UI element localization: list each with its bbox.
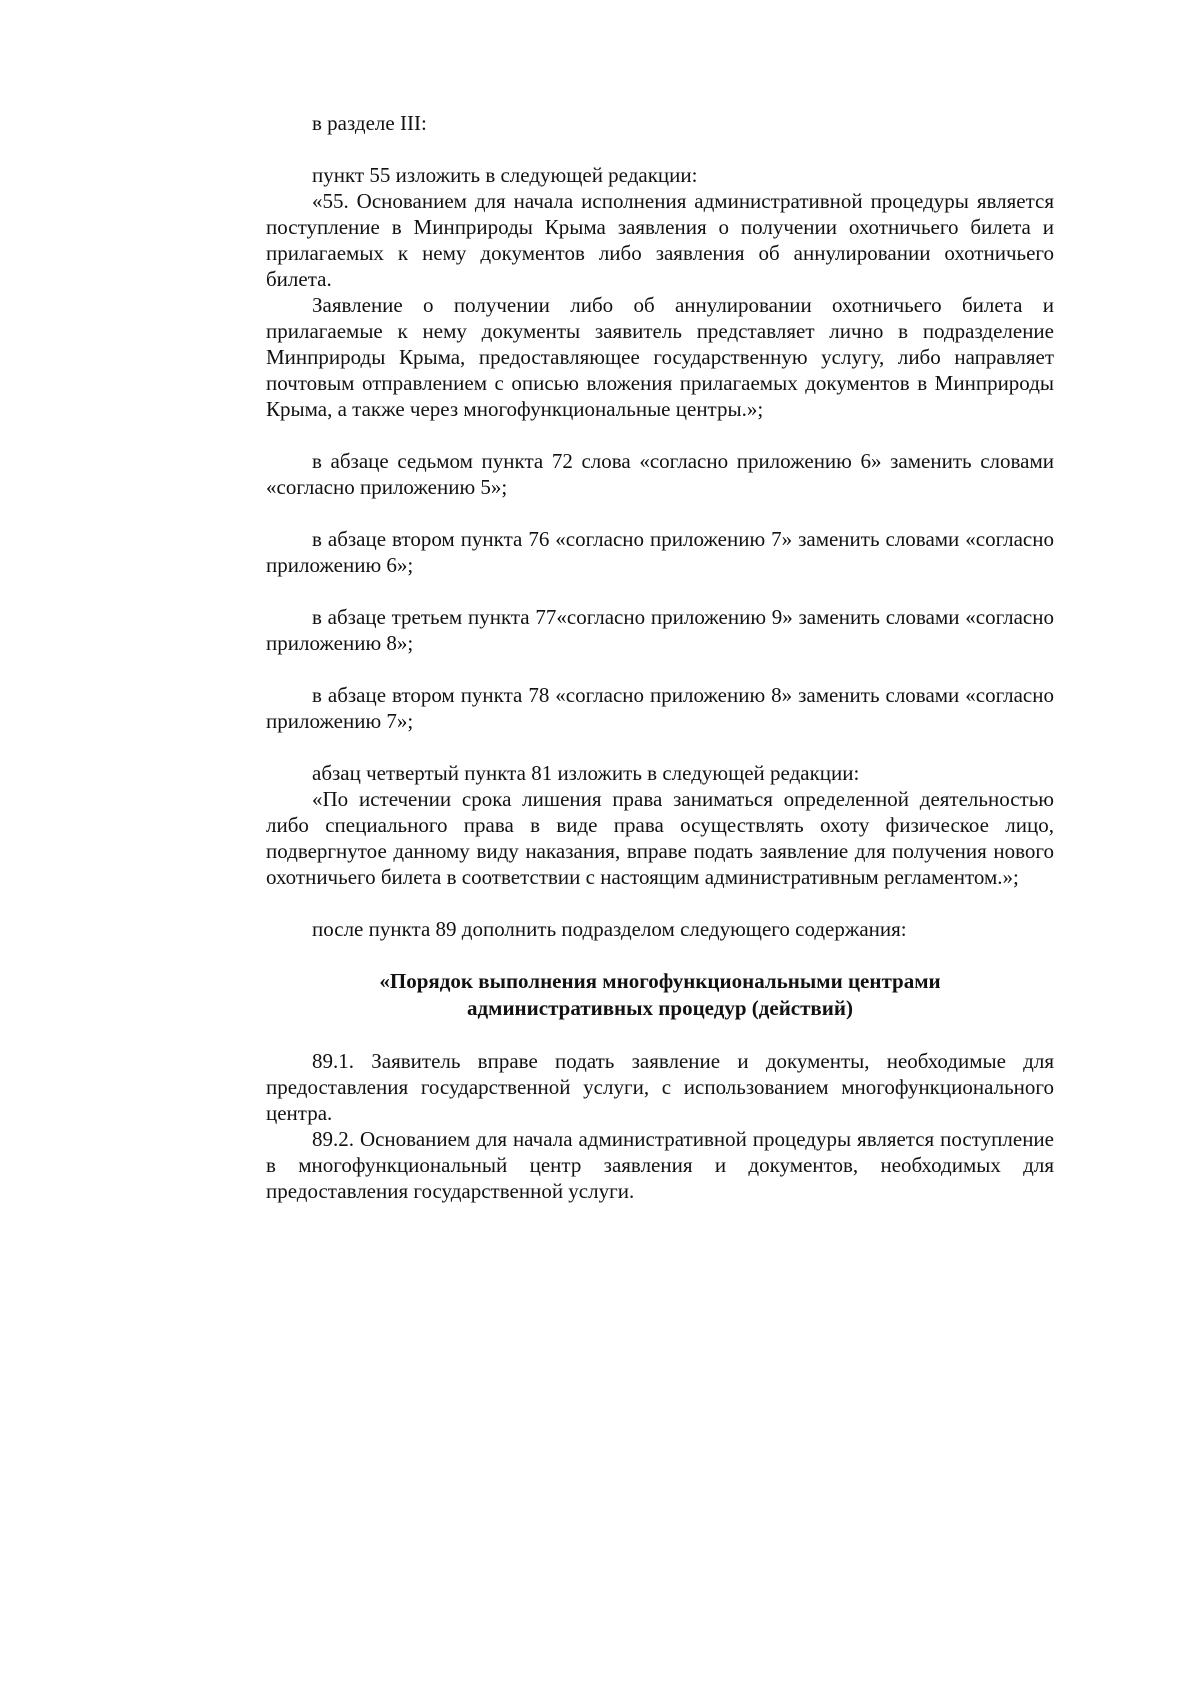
paragraph-76: в абзаце втором пункта 76 «согласно приложению 7» заменить словами «согласно приложению 6»; — [266, 527, 1054, 577]
document-page — [266, 110, 1054, 1204]
heading-line-1: «Порядок выполнения многофункциональными центрами — [379, 969, 941, 993]
section-intro: в разделе III: — [312, 111, 427, 135]
spacer — [266, 890, 1054, 916]
spacer — [266, 500, 1054, 526]
spacer — [266, 1022, 1054, 1048]
paragraph-55-text: «55. Основанием для начала исполнения административной процедуры является поступление в Минприроды Крыма заявления о получении охотничьего билета и прилагаемых к нему документов либо заявления об аннулировании охотничьего билета. — [266, 189, 1054, 291]
spacer — [266, 656, 1054, 682]
spacer — [266, 578, 1054, 604]
paragraph-77: в абзаце третьем пункта 77«согласно приложению 9» заменить словами «согласно приложению 8»; — [266, 605, 1054, 655]
paragraph-78: в абзаце втором пункта 78 «согласно приложению 8» заменить словами «согласно приложению 7»; — [266, 683, 1054, 733]
spacer — [266, 734, 1054, 760]
paragraph-72: в абзаце седьмом пункта 72 слова «согласно приложению 6» заменить словами «согласно приложению 5»; — [266, 449, 1054, 499]
spacer — [266, 942, 1054, 968]
paragraph-81-intro: абзац четвертый пункта 81 изложить в следующей редакции: — [312, 761, 860, 785]
paragraph-55-text-2: Заявление о получении либо об аннулировании охотничьего билета и прилагаемые к нему документы заявитель представляет лично в подразделение Минприроды Крыма, предоставляющее государственную услугу, либо направляет почтовым отправлением с описью вложения прилагаемых документов в Минприроды Крыма, а также через многофункциональные центры.»; — [266, 293, 1054, 421]
spacer — [266, 136, 1054, 162]
paragraph-89-intro: после пункта 89 дополнить подразделом следующего содержания: — [312, 917, 907, 941]
paragraph-89-2: 89.2. Основанием для начала административной процедуры является поступление в многофункциональный центр заявления и документов, необходимых для предоставления государственной услуги. — [266, 1127, 1054, 1203]
heading-line-2: административных процедур (действий) — [467, 996, 853, 1020]
spacer — [266, 422, 1054, 448]
paragraph-89-1: 89.1. Заявитель вправе подать заявление и документы, необходимые для предоставления государственной услуги, с использованием многофункционального центра. — [266, 1049, 1054, 1125]
paragraph-55-intro: пункт 55 изложить в следующей редакции: — [312, 163, 698, 187]
paragraph-81-text: «По истечении срока лишения права заниматься определенной деятельностью либо специального права в виде права осуществлять охоту физическое лицо, подвергнутое данному виду наказания, вправе подать заявление для получения нового охотничьего билета в соответствии с настоящим административным регламентом.»; — [266, 787, 1054, 889]
subsection-heading — [266, 968, 1054, 1022]
